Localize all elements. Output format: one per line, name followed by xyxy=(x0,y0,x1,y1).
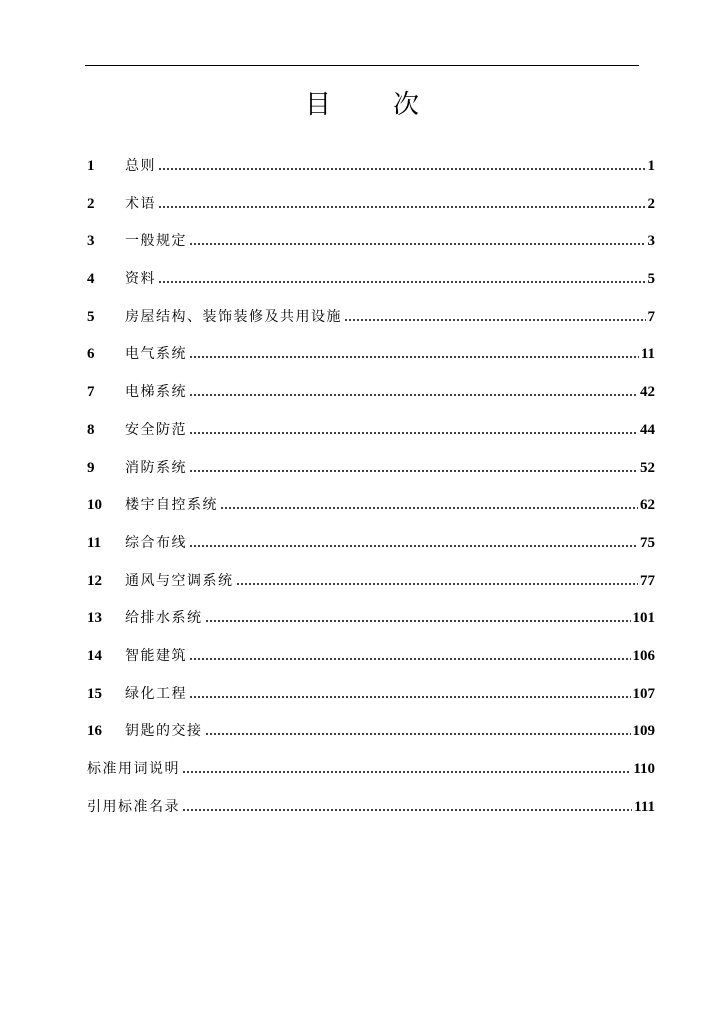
toc-entry-label: 资料 xyxy=(125,271,156,288)
toc-entry-number: 9 xyxy=(87,459,95,476)
toc-entry-number: 1 xyxy=(87,158,95,174)
toc-entry-number: 12 xyxy=(87,572,102,589)
toc-dot-leader xyxy=(182,798,632,812)
toc-entry-page-number: 106 xyxy=(632,647,655,664)
toc-dot-leader xyxy=(182,760,631,774)
toc-dot-leader xyxy=(205,609,631,623)
toc-entry-number: 8 xyxy=(87,421,95,438)
toc-dot-leader xyxy=(344,308,646,322)
toc-entry-page-number: 101 xyxy=(632,610,655,627)
toc-entry[interactable] xyxy=(87,374,655,412)
toc-entry-number: 14 xyxy=(87,647,102,664)
toc-entry-page-number: 77 xyxy=(640,572,655,589)
toc-entry-label: 电梯系统 xyxy=(125,384,187,401)
toc-entry-page-number: 62 xyxy=(640,497,655,514)
toc-entry[interactable] xyxy=(87,148,655,186)
header-rule xyxy=(85,65,639,66)
toc-entry-page-number: 5 xyxy=(647,271,655,288)
toc-entry-label: 安全防范 xyxy=(125,421,187,438)
toc-title-char-2: 次 xyxy=(393,90,420,120)
toc-dot-leader xyxy=(236,572,639,586)
toc-entry-label: 给排水系统 xyxy=(125,610,203,627)
toc-entry[interactable] xyxy=(87,563,655,601)
toc-entry[interactable] xyxy=(87,261,655,299)
toc-dot-leader xyxy=(158,270,646,284)
toc-entry-page-number: 109 xyxy=(632,723,655,740)
toc-entry-label: 智能建筑 xyxy=(125,647,187,664)
toc-entry-number: 5 xyxy=(87,308,95,325)
toc-entry[interactable] xyxy=(87,676,655,714)
toc-entry-page-number: 42 xyxy=(640,384,655,401)
toc-entry-label: 钥匙的交接 xyxy=(125,723,203,740)
toc-entry-number: 4 xyxy=(87,271,95,288)
toc-entry-label: 综合布线 xyxy=(125,534,187,551)
toc-entry[interactable] xyxy=(87,223,655,261)
toc-dot-leader xyxy=(189,345,639,359)
toc-entry[interactable] xyxy=(87,638,655,676)
toc-entry[interactable] xyxy=(87,186,655,224)
toc-entry-page-number: 1 xyxy=(647,158,655,174)
toc-dot-leader xyxy=(220,496,638,510)
toc-entry[interactable] xyxy=(87,336,655,374)
toc-entry[interactable] xyxy=(87,412,655,450)
toc-entry-label: 消防系统 xyxy=(125,459,187,476)
toc-entry-number: 11 xyxy=(87,534,102,551)
toc-entry-label: 绿化工程 xyxy=(125,685,187,702)
toc-dot-leader xyxy=(189,383,638,397)
toc-entry-number: 6 xyxy=(87,346,95,363)
toc-entry-number: 16 xyxy=(87,723,102,740)
toc-entry[interactable] xyxy=(87,713,655,751)
toc-entry[interactable] xyxy=(87,487,655,525)
toc-entry-label: 引用标准名录 xyxy=(87,798,180,815)
toc-title-char-1: 目 xyxy=(304,90,331,120)
toc-entry-label: 总则 xyxy=(125,158,156,174)
toc-entry[interactable] xyxy=(87,751,655,789)
toc-entry-page-number: 2 xyxy=(647,195,655,212)
toc-entry[interactable] xyxy=(87,450,655,488)
toc-entry-label: 楼宇自控系统 xyxy=(125,497,218,514)
toc-entry-number: 10 xyxy=(87,497,102,514)
toc-dot-leader xyxy=(189,459,638,473)
toc-entry-label: 术语 xyxy=(125,195,156,212)
toc-entry-number: 2 xyxy=(87,195,95,212)
toc-entry-number: 7 xyxy=(87,384,95,401)
toc-entry[interactable] xyxy=(87,789,655,827)
toc-entry-page-number: 110 xyxy=(633,761,655,777)
toc-title xyxy=(0,88,724,122)
toc-entry-number: 15 xyxy=(87,685,102,702)
toc-entry-number: 13 xyxy=(87,610,102,627)
toc-dot-leader xyxy=(189,421,638,435)
table-of-contents xyxy=(87,148,655,826)
toc-entry-page-number: 7 xyxy=(647,308,655,325)
toc-entry-label: 通风与空调系统 xyxy=(125,572,234,589)
toc-entry-page-number: 3 xyxy=(647,233,655,250)
toc-entry-page-number: 44 xyxy=(640,421,655,438)
toc-dot-leader xyxy=(158,157,646,171)
toc-entry-page-number: 52 xyxy=(640,459,655,476)
toc-dot-leader xyxy=(158,195,646,209)
toc-dot-leader xyxy=(189,685,631,699)
toc-entry-label: 标准用词说明 xyxy=(87,761,180,777)
toc-dot-leader xyxy=(189,534,638,548)
toc-dot-leader xyxy=(189,647,631,661)
toc-entry-label: 房屋结构、装饰装修及共用设施 xyxy=(125,308,342,325)
toc-entry[interactable] xyxy=(87,600,655,638)
toc-entry-page-number: 75 xyxy=(640,534,655,551)
toc-entry-label: 电气系统 xyxy=(125,346,187,363)
toc-entry-number: 3 xyxy=(87,233,95,250)
toc-entry-page-number: 111 xyxy=(634,798,655,815)
toc-dot-leader xyxy=(205,722,631,736)
toc-entry-page-number: 107 xyxy=(632,685,655,702)
toc-dot-leader xyxy=(189,232,646,246)
toc-entry-label: 一般规定 xyxy=(125,233,187,250)
toc-entry-page-number: 11 xyxy=(640,346,655,363)
toc-entry[interactable] xyxy=(87,525,655,563)
toc-entry[interactable] xyxy=(87,299,655,337)
